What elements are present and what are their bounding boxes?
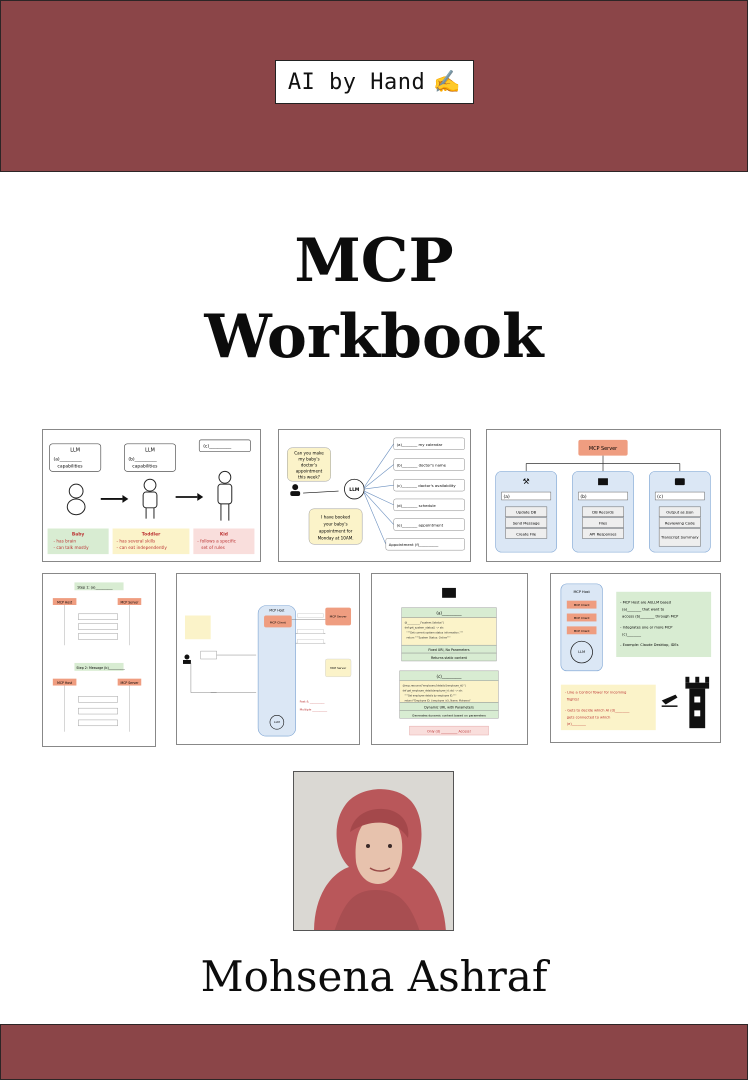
ai-by-hand-badge bbox=[275, 60, 474, 104]
task-c: (c)________ doctor's availability bbox=[396, 483, 456, 489]
blank-b: (b)__________ bbox=[128, 457, 157, 463]
toddler-line-2: - can eat independently bbox=[116, 545, 167, 551]
label-c: (c) bbox=[657, 494, 664, 500]
task-f: Appointment (f)__________ bbox=[388, 542, 439, 548]
title-line-2: Workbook bbox=[204, 302, 544, 372]
tower-line-1: - Like a Control Tower for incoming bbox=[564, 690, 627, 695]
tower-line-3: - Gets to decide which AI (d)________ bbox=[564, 708, 630, 713]
bubble1-line-4: appointment bbox=[295, 468, 323, 474]
note-line-4: - Integrates one or more MCP bbox=[620, 625, 673, 630]
col-a-item-1: Update DB bbox=[516, 510, 537, 515]
baby-line-2: - can talk mostly bbox=[53, 545, 89, 551]
chat-icon bbox=[675, 478, 685, 485]
user-icon bbox=[290, 484, 300, 496]
task-e: (e)________ appointment bbox=[396, 522, 444, 528]
col-b-item-2: Files bbox=[598, 521, 608, 526]
capabilities-b: capabilities bbox=[132, 464, 158, 470]
baby-line-1: - has brain bbox=[53, 538, 77, 544]
task-a: (a)________ my calendar bbox=[396, 441, 443, 447]
thumbnail-message-steps bbox=[42, 573, 156, 747]
toddler-line-1: - has several skills bbox=[116, 538, 156, 544]
client-label: MCP Client bbox=[269, 620, 286, 625]
thumbnail-resources bbox=[371, 573, 528, 745]
llm-label: LLM bbox=[578, 650, 586, 655]
generates-dynamic: Generates dynamic content based on parameters bbox=[412, 713, 486, 718]
task-d: (d)________ schedule bbox=[396, 502, 436, 508]
writing-hand-icon: ✍️ bbox=[433, 69, 462, 95]
title-line-1: MCP bbox=[294, 226, 454, 296]
label-b: (b) bbox=[580, 494, 587, 500]
svg-text:def get_employee_details(emplo: def get_employee_details(employee_id: str) -> str: bbox=[402, 689, 463, 693]
tower-line-2: flights! bbox=[566, 697, 580, 702]
badge-text: AI by Hand bbox=[287, 69, 426, 95]
server1-label: MCP Server bbox=[329, 614, 347, 619]
kid-line-2: set of rules bbox=[201, 545, 225, 551]
kid-title: Kid bbox=[219, 532, 228, 538]
bubble2-line-4: Monday at 10AM. bbox=[317, 535, 354, 541]
note-line-2: (a)________ that want to bbox=[622, 607, 665, 612]
col-b-item-3: API Responses bbox=[589, 532, 617, 537]
client-2: MCP Client bbox=[573, 615, 590, 620]
svg-text:return """System Status: Onlin: return """System Status: Online""" bbox=[406, 636, 451, 640]
client-1: MCP Client bbox=[573, 603, 590, 608]
svg-text:return f"Employee ID: {employe: return f"Employee ID: {employee_id}, Name: Mohsena" bbox=[404, 699, 471, 703]
tools-icon: ⚒ bbox=[522, 477, 530, 487]
llm-label: LLM bbox=[349, 488, 360, 494]
note-line-1: - MCP Host are AI/LLM based bbox=[620, 600, 671, 605]
blank-c: (c)__________ bbox=[203, 444, 232, 450]
footer-band bbox=[0, 1024, 748, 1080]
svg-text:@mcp.resource("employee://deta: @mcp.resource("employee://details/{employee_id}") bbox=[402, 684, 466, 688]
resource-header: (a)__________ bbox=[436, 610, 462, 616]
step-2: Step 2: Message (b)__________ bbox=[76, 665, 125, 670]
col-c-item-3: Transcript Summary bbox=[661, 535, 699, 540]
bubble2-line-2: your baby's bbox=[323, 521, 348, 527]
kid-icon bbox=[218, 471, 232, 520]
thumbnail-llm-tasks bbox=[278, 429, 471, 562]
user-icon bbox=[183, 655, 191, 664]
thumbnail-mcp-host bbox=[550, 573, 721, 743]
note-line-5: (c)________ bbox=[622, 632, 642, 637]
baby-icon bbox=[67, 484, 85, 515]
toddler-icon bbox=[143, 479, 157, 518]
task-b: (b)________ doctor's name bbox=[396, 462, 447, 468]
author-photo bbox=[293, 771, 454, 931]
server-1: MCP Server bbox=[120, 600, 139, 605]
note-line-6: - Example: Claude Desktop, IDEs bbox=[620, 643, 679, 648]
llm-label-2: LLM bbox=[145, 447, 155, 454]
label-a: (a) bbox=[503, 494, 510, 500]
host-1: MCP Host bbox=[57, 600, 73, 605]
bubble1-line-2: my baby's bbox=[298, 456, 320, 462]
bubble2-line-3: appointment for bbox=[318, 528, 353, 534]
llm-label: LLM bbox=[70, 447, 81, 454]
host-label: MCP Host bbox=[269, 608, 285, 613]
server-label: MCP Server bbox=[588, 446, 618, 453]
step-1: Step 1: (a)__________ bbox=[77, 585, 113, 590]
svg-text:Fast & __________: Fast & __________ bbox=[299, 699, 325, 704]
bubble2-line-1: I have booked bbox=[321, 514, 351, 520]
tower-line-4: gets connected to which bbox=[566, 715, 611, 720]
host-label: MCP Host bbox=[573, 589, 590, 594]
col-a-item-2: Send Message bbox=[512, 521, 540, 526]
dynamic-uri: Dynamic URI, with Parameters bbox=[424, 705, 474, 710]
thumbnail-mcp-flow bbox=[176, 573, 360, 745]
folder-icon bbox=[442, 588, 456, 598]
host-2: MCP Host bbox=[57, 681, 73, 686]
llm-label: LLM bbox=[273, 720, 280, 725]
note-line-3: access (b)________ through MCP bbox=[622, 614, 679, 619]
capabilities-a: capabilities bbox=[57, 464, 83, 470]
only-access: Only (d) __________ Access! bbox=[427, 729, 471, 734]
fixed-uri: Fixed URI, No Parameters bbox=[428, 648, 470, 653]
tower-line-5: (e)________ bbox=[566, 722, 586, 727]
thumbnail-llm-capabilities bbox=[42, 429, 261, 562]
airplane-icon bbox=[662, 695, 678, 707]
bubble1-line-1: Can you make bbox=[294, 450, 324, 456]
bubble1-line-5: this week? bbox=[298, 474, 320, 480]
svg-text:def get_system_status() -> str: def get_system_status() -> str: bbox=[404, 626, 445, 630]
author-name: Mohsena Ashraf bbox=[200, 952, 548, 1001]
svg-text:"""Get current system status i: """Get current system status information.""" bbox=[406, 631, 464, 635]
folder-icon bbox=[598, 478, 608, 485]
svg-text:@__________("system://status"): @__________("system://status") bbox=[404, 621, 444, 625]
server-2: MCP Server bbox=[120, 681, 139, 686]
thumbnail-mcp-server bbox=[486, 429, 721, 562]
bubble1-line-3: doctor's bbox=[300, 462, 318, 468]
svg-text:"""Get employee details by emp: """Get employee details by employee ID.""" bbox=[404, 694, 457, 698]
kid-line-1: - follows a specific bbox=[197, 538, 237, 544]
resource-header-2: (c)__________ bbox=[436, 673, 462, 679]
toddler-title: Toddler bbox=[141, 532, 161, 538]
blank-a: (a)__________ bbox=[53, 457, 82, 463]
col-c-item-1: Output as Json bbox=[666, 510, 694, 515]
col-a-item-3: Create File bbox=[516, 532, 537, 537]
returns-static: Returns static content bbox=[431, 656, 467, 660]
svg-text:Multiple __________: Multiple __________ bbox=[299, 707, 328, 712]
client-3: MCP Client bbox=[573, 628, 590, 633]
server2-label: MCP Server bbox=[330, 665, 347, 670]
baby-title: Baby bbox=[71, 532, 85, 538]
col-b-item-1: DB Records bbox=[592, 510, 614, 515]
col-c-item-2: Reviewing Code bbox=[664, 521, 695, 526]
